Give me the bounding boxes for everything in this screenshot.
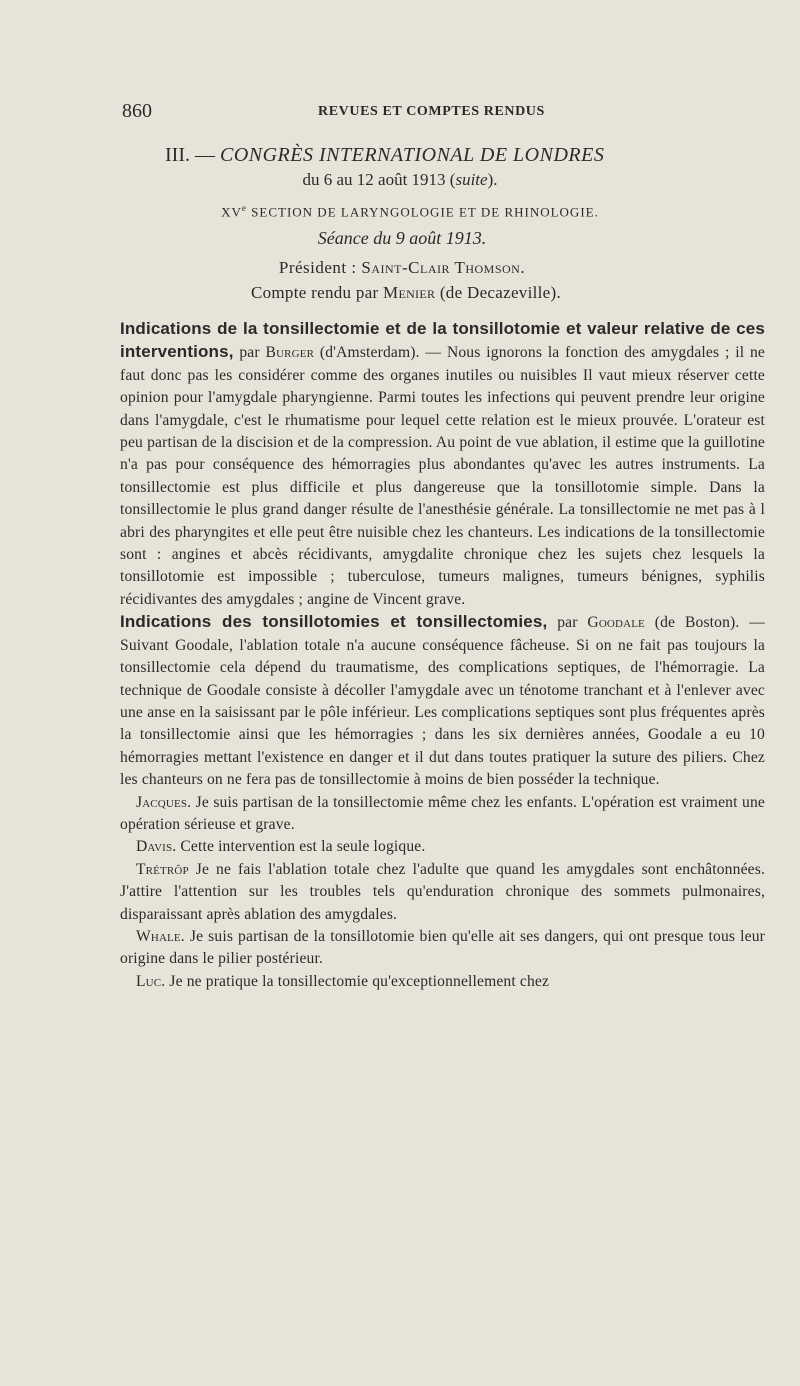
congress-dates <box>0 170 800 190</box>
speaker-name: Jacques <box>136 793 188 811</box>
speaker-text: . Je suis partisan de la tonsillectomie même chez les enfants. L'opération est vraiment une opération sérieuse et grave. <box>120 793 765 833</box>
page-header <box>122 100 722 124</box>
article-par: par <box>233 344 266 362</box>
article-goodale <box>120 611 765 791</box>
article-burger <box>120 318 765 611</box>
article-heading: Indications de la tonsillectomie et de la tonsillotomie et valeur relative de ces interventions, <box>120 319 765 362</box>
speaker-text: . Je ne pratique la tonsillectomie qu'exceptionnellement chez <box>161 972 550 990</box>
speaker-text: . Je suis partisan de la tonsillotomie bien qu'elle ait ses dangers, qui ont presque tous leur origine dans le pilier postérieur. <box>120 927 765 968</box>
compte-end: (de Decazeville). <box>435 283 562 302</box>
section-roman: XV <box>221 204 242 220</box>
speaker-text: . Cette intervention est la seule logique. <box>172 838 426 856</box>
article-text: (de Boston). — Suivant Goodale, l'ablation totale n'a aucune conséquence fâcheuse. Si on ne fait pas toujours la tonsillectomie cela dépend du traumatisme, des complications septiques, de l'hémorragie. La technique de Goodale consiste à décoller l'amygdale avec un ténotome tranchant et à l'enlever avec une anse en la saisissant par le pôle inférieur. Les complications septiques sont plus fréquentes après la tonsillectomie ainsi que les hémorragies ; dans les six dernières années, Goodale a eu 10 hémorragies mettant l'existence en danger et il dut dans toutes pratiquer la suture des piliers. Chez les chanteurs on ne fera pas de tonsillectomie à moins de bien posséder la technique. <box>120 614 766 789</box>
compte-author: Menier <box>383 283 436 302</box>
speaker-name: Davis <box>136 838 173 856</box>
president-label: Président : <box>278 258 362 277</box>
seance-date: Séance du 9 août 1913. <box>317 228 487 248</box>
dates-suite: suite <box>455 170 488 189</box>
president-line <box>2 258 800 278</box>
section-sup: e <box>241 203 247 213</box>
compte-label: Compte rendu par <box>250 283 384 302</box>
article-body <box>120 318 765 993</box>
running-head: REVUES ET COMPTES RENDUS <box>318 104 545 119</box>
section-title <box>165 144 725 167</box>
dates-prefix: du 6 au 12 août 1913 ( <box>302 170 456 189</box>
speaker-text: Je ne fais l'ablation totale chez l'adulte que quand les amygdales sont enchâtonnées. J'attire l'attention sur les troubles tels qu'enduration chronique des sommets pulmonaires, disparaissant après ablation des amygdales. <box>120 860 765 923</box>
article-text: (d'Amsterdam). — Nous ignorons la fonction des amygdales ; il ne faut donc pas les considérer comme des organes inutiles ou nuisibles Il vaut mieux réserver cette opinion pour l'amygdale pharyngienne. Parmi toutes les infections qui peuvent prendre leur origine dans l'amygdale, c'est le rhumatisme pour lequel cette relation est le mieux prouvée. L'orateur est peu partisan de la discision et de la compression. Au point de vue ablation, il estime que la guillotine n'a pas pour conséquence des hémorragies plus abondantes qu'avec les autres instruments. La tonsillectomie est plus difficile et plus dangereuse que la tonsillotomie simple. Dans la tonsillectomie le plus grand danger résulte de l'anesthésie générale. La tonsillectomie ne met pas à l abri des pharyngites et elle peut être nuisible chez les chanteurs. Les indications de la tonsillectomie sont : angines et abcès récidivants, amygdalite chronique chez les sujets chez lesquels la tonsillotomie est impossible ; tuberculose, tumeurs malignes, tumeurs bénignes, syphilis récidivantes des amygdales ; angine de Vincent grave. <box>120 344 765 608</box>
article-author: Goodale <box>587 614 645 632</box>
speaker-name: Whale <box>136 927 181 945</box>
article-par: par <box>547 614 588 632</box>
compte-rendu-line <box>6 283 800 303</box>
discussion-item <box>120 792 765 837</box>
page-number: 860 <box>122 100 152 122</box>
section-name <box>10 203 800 220</box>
discussion-item <box>120 971 765 993</box>
discussion-item <box>120 836 765 858</box>
speaker-name: Trétrôp <box>136 860 189 878</box>
speaker-name: Luc <box>136 972 162 990</box>
section-label: SECTION DE LARYNGOLOGIE ET DE RHINOLOGIE. <box>246 204 599 220</box>
discussion-item <box>120 926 765 971</box>
title-number: III. — <box>165 144 220 166</box>
discussion-item <box>120 859 765 926</box>
president-end: . <box>520 258 526 277</box>
dates-suffix: ). <box>487 170 498 189</box>
article-author: Burger <box>265 344 315 362</box>
title-name: CONGRÈS INTERNATIONAL DE LONDRES <box>219 144 605 166</box>
article-heading: Indications des tonsillotomies et tonsillectomies, <box>120 612 548 632</box>
president-name: Saint-Clair Thomson <box>361 258 521 277</box>
